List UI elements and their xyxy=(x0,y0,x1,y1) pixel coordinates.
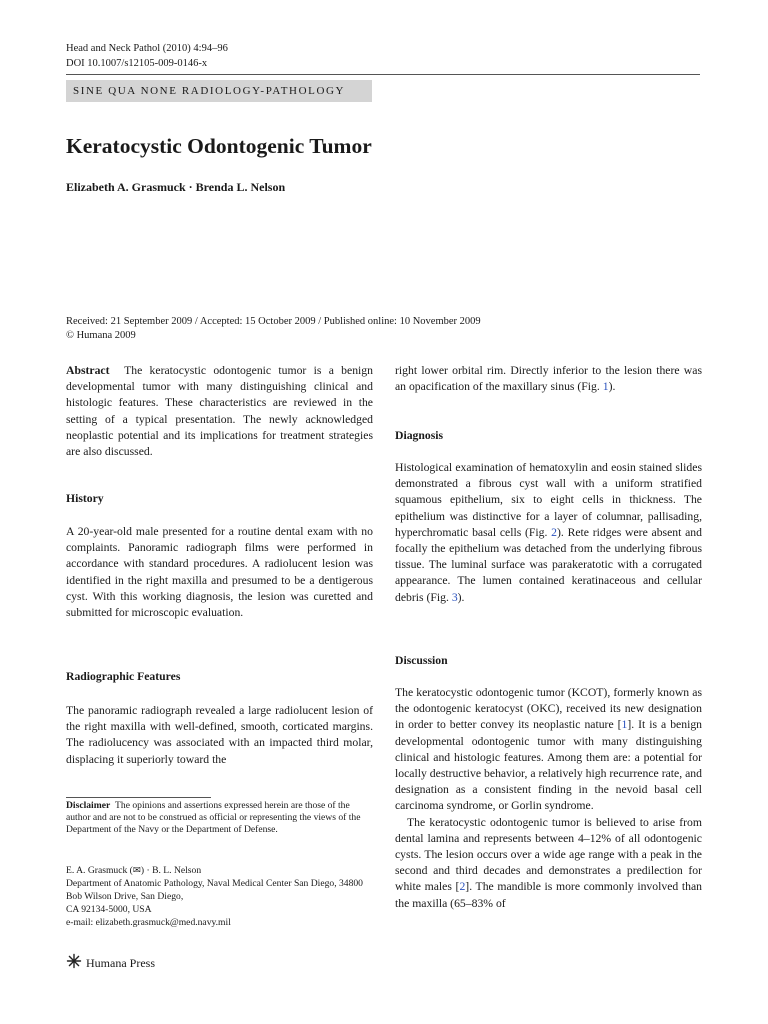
discussion-p2-a: The keratocystic odontogenic tumor is believed to arise from dental lamina and represents between 4–12% of all odontogenic cysts. The lesion occurs over a wide age range with a peak in the second and third decades and demonstrates a predilection for white males [ xyxy=(395,815,702,894)
diagnosis-text-c: ). xyxy=(457,590,465,604)
ref-1-link[interactable]: 1 xyxy=(621,718,628,732)
radiographic-heading: Radiographic Features xyxy=(66,670,181,683)
diagnosis-text-b: ). Rete ridges were absent and focally the epithelium was detached from the underlying fibrous tissue. The luminal surface was parakeratotic with a corrugated appearance. The lumen contained keratinaceous and cellular debris (Fig. xyxy=(395,525,702,604)
disclaimer-label: Disclaimer xyxy=(66,800,111,811)
footnote-rule xyxy=(66,797,211,798)
abstract-text: The keratocystic odontogenic tumor is a benign developmental tumor with many distinguishing clinical and histologic features. These characteristics are reviewed in the setting of a typical presentation. The newly acknowledged neoplastic potential and its implications for treatment strategies are also discussed. xyxy=(66,364,373,459)
diagnosis-text xyxy=(395,460,702,606)
diagnosis-text-a: Histological examination of hematoxylin and eosin stained slides demonstrated a fibrous cyst wall with a uniform stratified squamous epithelium, six to eight cells in thickness. The epithelium was distinctive for a layer of columnar, pallisading, hyperchromatic basal cells (Fig. xyxy=(395,461,702,539)
discussion-p1-a: The keratocystic odontogenic tumor (KCOT), formerly known as the odontogenic keratocyst (OKC), received its new designation in order to better convey its neoplastic nature [ xyxy=(395,686,702,732)
affiliation-department: Department of Anatomic Pathology, Naval Medical Center San Diego, 34800 Bob Wilson Drive, San Diego, xyxy=(66,878,363,903)
section-banner: SINE QUA NONE RADIOLOGY-PATHOLOGY xyxy=(66,80,372,102)
diagnosis-heading: Diagnosis xyxy=(395,429,444,442)
received-line: Received: 21 September 2009 / Accepted: 15 October 2009 / Published online: 10 November 2009 xyxy=(66,316,481,327)
history-heading: History xyxy=(66,492,104,505)
disclaimer xyxy=(66,800,374,837)
publisher-name: Humana Press xyxy=(86,955,155,970)
affiliation-email[interactable]: e-mail: elizabeth.grasmuck@med.navy.mil xyxy=(66,917,231,929)
journal-citation xyxy=(66,41,228,71)
abstract xyxy=(66,363,373,460)
history-text: A 20-year-old male presented for a routine dental exam with no complaints. Panoramic radiograph films were performed in accordance with standard procedures. A radiolucent lesion was identified in the right maxilla and presumed to be a dentigerous cyst. With this working diagnosis, the lesion was curetted and submitted for microscopic evaluation. xyxy=(66,525,373,620)
radiographic-text-left: The panoramic radiograph revealed a large radiolucent lesion of the right maxilla with well-defined, smooth, corticated margins. The radiolucency was associated with an impacted third molar, displacing it superiorly toward the xyxy=(66,704,373,766)
radiographic-text-right-a: right lower orbital rim. Directly inferior to the lesion there was an opacification of the maxillary sinus (Fig. xyxy=(395,364,702,394)
journal-line: Head and Neck Pathol (2010) 4:94–96 xyxy=(66,43,228,54)
affiliation-names: E. A. Grasmuck (✉) · B. L. Nelson xyxy=(66,865,202,876)
copyright-line: © Humana 2009 xyxy=(66,329,136,341)
discussion-p1-b: ]. It is a benign developmental odontogenic tumor with many distinguishing clinical and histologic features. Among them are: a potential for locally destructive behavior, a relatively high recurrence rate, and designation as a consistent finding in the nevoid basal cell carcinoma syndrome, or Gorlin syndrome. xyxy=(395,718,703,813)
discussion-paragraph-1 xyxy=(395,685,702,815)
disclaimer-text: The opinions and assertions expressed herein are those of the author and are not to be construed as official or representing the views of the Department of the Navy or the Department of Defense. xyxy=(66,800,361,836)
article-title: Keratocystic Odontogenic Tumor xyxy=(66,134,372,158)
discussion-paragraph-2 xyxy=(395,815,702,912)
radiographic-text-right-b: ). xyxy=(608,380,616,394)
fig-2-link[interactable]: 2 xyxy=(551,525,558,539)
discussion-p2-b: ]. The mandible is more commonly involved than the maxilla (65–83% of xyxy=(395,880,703,910)
affiliation-city: CA 92134-5000, USA xyxy=(66,904,152,916)
fig-3-link[interactable]: 3 xyxy=(451,590,458,604)
humana-press-logo-icon xyxy=(66,953,82,973)
authors: Elizabeth A. Grasmuck · Brenda L. Nelson xyxy=(66,180,286,194)
discussion-text xyxy=(395,685,702,912)
fig-1-link[interactable]: 1 xyxy=(602,380,609,394)
abstract-label: Abstract xyxy=(66,364,110,377)
ref-2-link[interactable]: 2 xyxy=(459,880,466,894)
doi-line: DOI 10.1007/s12105-009-0146-x xyxy=(66,58,208,69)
publication-dates xyxy=(66,315,481,342)
author-affiliation xyxy=(66,864,374,929)
publisher-logo xyxy=(66,953,155,973)
radiographic-text-right xyxy=(395,363,702,395)
header-rule xyxy=(66,74,700,75)
discussion-heading: Discussion xyxy=(395,654,448,667)
